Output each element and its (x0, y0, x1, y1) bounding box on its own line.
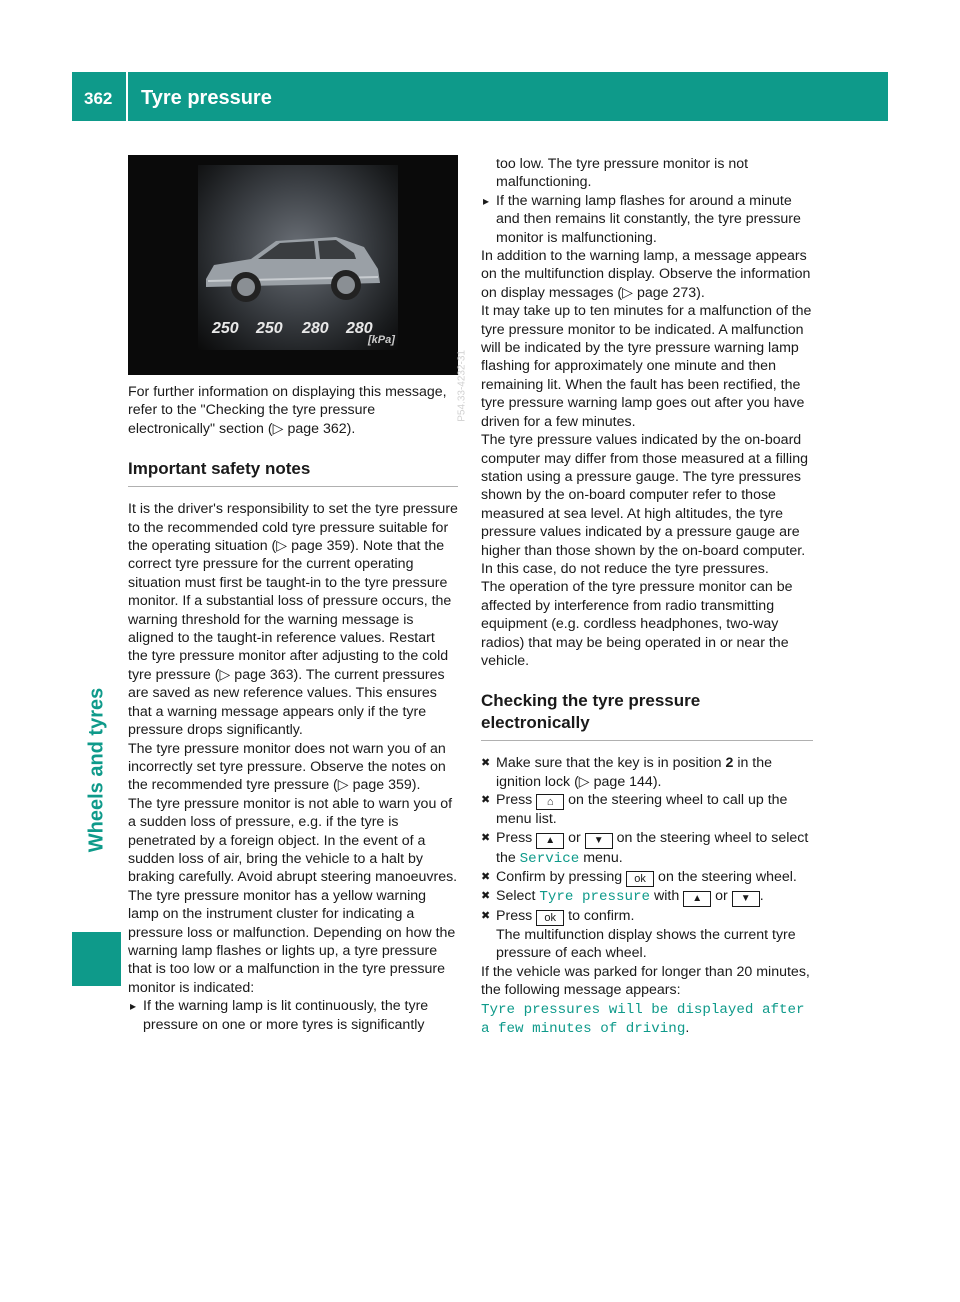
checking-heading: Checking the tyre pressure electronically (481, 691, 701, 733)
tyre-value-rear-right: 280 (346, 320, 373, 337)
left-column (128, 155, 468, 1034)
display-message: Tyre pressures will be displayed after a few minutes of driving. (481, 1001, 805, 1038)
tyre-value-front-right: 250 (256, 320, 283, 337)
step-1: ✖ Make sure that the key is in position 2 in the ignition lock (▷ page 144). (481, 754, 813, 791)
home-icon: ⌂ (536, 794, 564, 810)
step-5: ✖ Select Tyre pressure with ▲ or ▼ . (481, 887, 813, 907)
safety-paragraph-2: The tyre pressure monitor does not warn you of an incorrectly set tyre pressure. Observe the notes on the recommended tyre pressure (▷ page 359). (128, 740, 446, 794)
checking-heading-block (481, 690, 813, 741)
header-divider (126, 72, 128, 121)
step-2: ✖ Press ⌂ on the steering wheel to call up the menu list. (481, 791, 813, 828)
bullet-continuation: too low. The tyre pressure monitor is not malfunctioning. (496, 156, 749, 191)
bullet-lamp-continuous: ▸ If the warning lamp is lit continuously, the tyre pressure on one or more tyres is significantly (128, 997, 458, 1034)
safety-paragraph-3: The tyre pressure monitor is not able to warn you of a sudden loss of pressure, e.g. if the tyre is penetrated by a foreign object. In the event of a sudden loss of air, bring the vehicle to a halt by braking carefully. Avoid abrupt steering manoeuvres. (128, 795, 458, 886)
ok-key: ok (536, 910, 564, 926)
right-column (481, 155, 813, 1038)
ok-key: ok (626, 871, 654, 887)
tyre-value-front-left: 250 (212, 320, 239, 337)
tyre-value-rear-left: 280 (302, 320, 329, 337)
up-arrow-icon: ▲ (536, 833, 564, 849)
side-label-text: Wheels and tyres (85, 687, 107, 853)
step-6-result: The multifunction display shows the current tyre pressure of each wheel. (496, 927, 796, 962)
up-arrow-icon: ▲ (683, 891, 711, 907)
safety-heading-block (128, 458, 458, 487)
tyre-pressure-menu-label: Tyre pressure (539, 889, 651, 905)
step-6: ✖ Press ok to confirm. The multifunction display shows the current tyre pressure of each wheel. (481, 907, 813, 963)
safety-heading: Important safety notes (128, 459, 311, 479)
side-section-label (72, 620, 121, 920)
down-arrow-icon: ▼ (732, 891, 760, 907)
right-paragraph-2: It may take up to ten minutes for a malfunction of the tyre pressure monitor to be indicated. A malfunction will be indicated by the tyre pressure warning lamp flashing for approximately one minute and then remaining lit. When the fault has been rectified, the tyre pressure warning lamp goes out after you have driven for a few minutes. (481, 303, 812, 430)
right-paragraph-5: If the vehicle was parked for longer than 20 minutes, the following message appears: (481, 963, 810, 999)
side-block (72, 932, 121, 986)
safety-paragraph-1: It is the driver's responsibility to set the tyre pressure to the recommended cold tyre pressure suitable for the operating situation (▷ page 359). Note that the correct tyre pressure for the current operating situation must first be taught-in to the tyre pressure monitor. If a substantial loss of pressure occurs, the warning threshold for the warning message is aligned to the taught-in reference values. Restart the tyre pressure monitor after adjusting to the cold tyre pressure (▷ page 363). The current pressures are saved as new reference values. This ensures that a warning message appears only if the tyre pressure drops significantly. (128, 501, 458, 739)
service-menu-label: Service (519, 850, 580, 867)
down-arrow-icon: ▼ (585, 833, 613, 849)
page-title: Tyre pressure (141, 87, 272, 109)
right-paragraph-1: In addition to the warning lamp, a message appears on the multifunction display. Observe the information on display messages (▷ page 273). (481, 248, 811, 301)
intro-text: For further information on displaying this message, refer to the "Checking the tyre pressure electronically" section (▷ page 362). (128, 384, 447, 437)
bullet-lamp-flashing: ▸ If the warning lamp flashes for around a minute and then remains lit constantly, the tyre pressure monitor is malfunctioning. (481, 192, 813, 247)
figure-code: P54.33-4232-31 (457, 350, 468, 422)
right-paragraph-4: The operation of the tyre pressure monitor can be affected by interference from radio transmitting equipment (e.g. cordless headphones, two-way radios) that may be being operated in or near the vehicle. (481, 579, 793, 669)
tyre-unit: [kPa] (368, 334, 395, 346)
right-paragraph-3: The tyre pressure values indicated by the on-board computer may differ from those measured at a filling station using a pressure gauge. The tyre pressures shown by the on-board computer refer to those measured at sea level. At high altitudes, the tyre pressure values indicated by a pressure gauge are higher than those shown by the on-board computer. In this case, do not reduce the tyre pressures. (481, 432, 808, 577)
step-3: ✖ Press ▲ or ▼ on the steering wheel to select the Service menu. (481, 829, 813, 868)
page-number: 362 (84, 89, 113, 108)
car-icon (196, 207, 396, 317)
safety-paragraph-4: The tyre pressure monitor has a yellow warning lamp on the instrument cluster for indicating a pressure loss or malfunction. Depending on how the warning lamp flashes or lights up, a tyre pressure that is too low or a malfunction in the tyre pressure monitor is indicated: (128, 887, 456, 996)
step-4: ✖ Confirm by pressing ok on the steering wheel. (481, 868, 813, 887)
